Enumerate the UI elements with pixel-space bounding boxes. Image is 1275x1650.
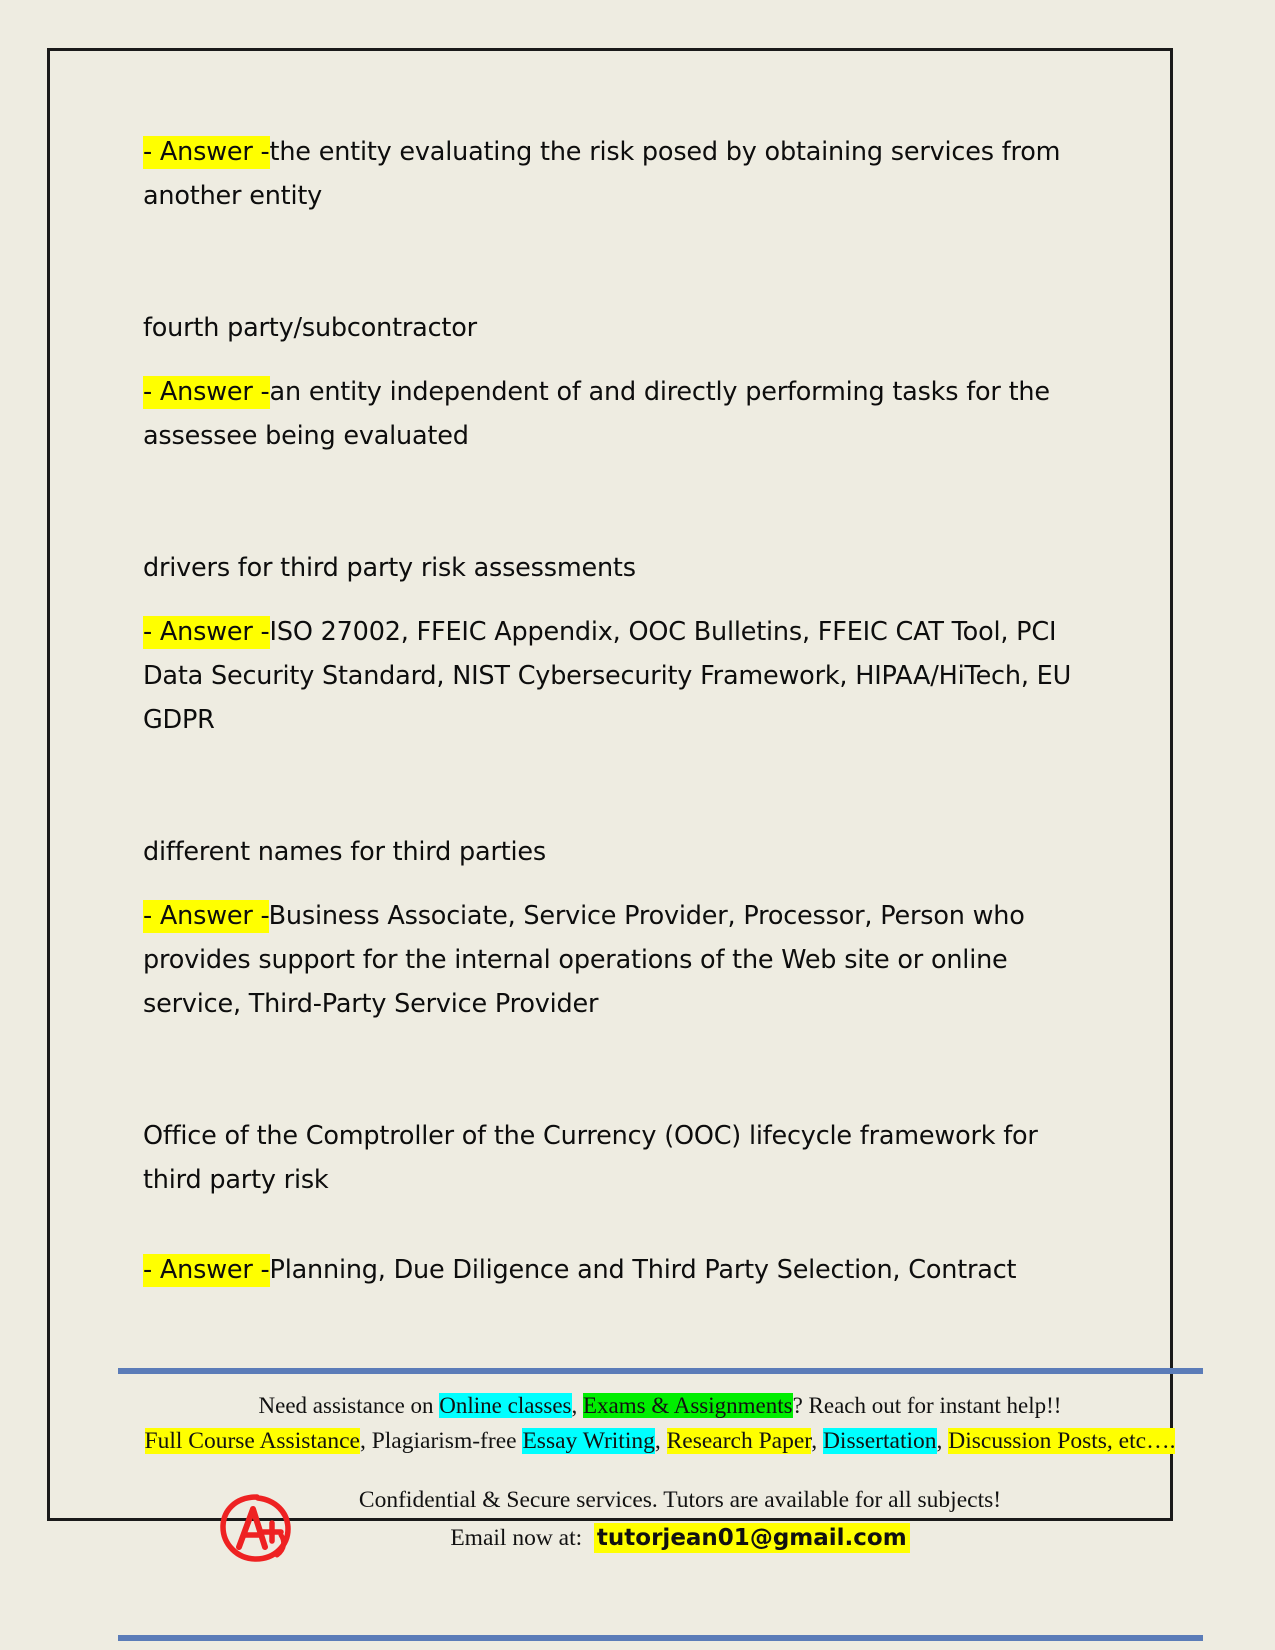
promo-l1-pre: Need assistance on bbox=[258, 1393, 440, 1418]
note-4-answer-label: - Answer - bbox=[143, 901, 269, 931]
spacer bbox=[143, 874, 1083, 894]
promo-l2-research-paper: Research Paper bbox=[666, 1428, 812, 1454]
promo-l1-exams-assignments: Exams & Assignments bbox=[583, 1393, 793, 1418]
promo-l2-sep3: , bbox=[811, 1428, 823, 1454]
note-4-answer bbox=[143, 894, 1083, 1026]
note-2-answer-text: an entity independent of and directly performing tasks for the assessee being evaluated bbox=[143, 377, 1050, 451]
promo-line-1 bbox=[97, 1391, 1223, 1421]
promo-bottom-row bbox=[97, 1483, 1223, 1591]
promo-line-3: Confidential & Secure services. Tutors are available for all subjects! bbox=[358, 1487, 1002, 1513]
spacer bbox=[143, 742, 1083, 830]
a-plus-logo-icon bbox=[215, 1489, 295, 1569]
email-label: Email now at: bbox=[450, 1525, 583, 1551]
note-5-question: Office of the Comptroller of the Currency (OOC) lifecycle framework for third party risk bbox=[143, 1121, 1038, 1195]
promo-line-2 bbox=[97, 1425, 1223, 1457]
promo-l2-sep1: , Plagiarism-free bbox=[359, 1428, 523, 1454]
note-4-answer-text: Business Associate, Service Provider, Processor, Person who provides support for the internal operations of the Web site or online service, Third-Party Service Provider bbox=[143, 901, 1025, 1019]
note-1-answer-text: the entity evaluating the risk posed by obtaining services from another entity bbox=[143, 137, 1061, 211]
note-3-answer-text: ISO 27002, FFEIC Appendix, OOC Bulletins, FFEIC CAT Tool, PCI Data Security Standard, NIST Cybersecurity Framework, HIPAA/HiTech, EU GDPR bbox=[143, 617, 1072, 735]
note-2-answer bbox=[143, 370, 1083, 458]
promo-l2-discussion-posts: Discussion Posts, etc…. bbox=[948, 1428, 1176, 1454]
promo-divider-bottom bbox=[118, 1635, 1203, 1641]
note-4-question: different names for third parties bbox=[143, 837, 546, 867]
spacer bbox=[143, 218, 1083, 306]
promo-l2-sep4: , bbox=[936, 1428, 949, 1454]
note-3-answer-label: - Answer - bbox=[143, 617, 270, 647]
spacer bbox=[143, 590, 1083, 610]
spacer bbox=[143, 1026, 1083, 1114]
note-1-answer bbox=[143, 130, 1083, 218]
note-1-answer-label: - Answer - bbox=[143, 137, 270, 167]
spacer bbox=[143, 350, 1083, 370]
promo-l2-essay-writing: Essay Writing bbox=[522, 1428, 655, 1454]
note-3-question: drivers for third party risk assessments bbox=[143, 553, 636, 583]
spacer bbox=[143, 1202, 1083, 1248]
note-3-answer bbox=[143, 610, 1083, 742]
note-2-question: fourth party/subcontractor bbox=[143, 313, 477, 343]
note-5-answer-text: Planning, Due Diligence and Third Party Selection, Contract bbox=[269, 1255, 1017, 1285]
promo-l2-sep2: , bbox=[654, 1428, 667, 1454]
note-5-answer-label: - Answer - bbox=[143, 1255, 270, 1285]
note-content bbox=[143, 130, 1083, 1292]
promo-l1-post: ? Reach out for instant help!! bbox=[792, 1393, 1062, 1418]
note-5-answer bbox=[143, 1248, 1083, 1292]
promo-body bbox=[97, 1374, 1223, 1591]
promo-l2-full-course: Full Course Assistance bbox=[144, 1428, 360, 1454]
promo-line-4 bbox=[137, 1519, 1223, 1557]
promo-l1-sep1: , bbox=[571, 1393, 583, 1418]
spacer bbox=[143, 458, 1083, 546]
promo-footer bbox=[97, 1368, 1223, 1641]
promo-l2-dissertation: Dissertation bbox=[822, 1428, 937, 1454]
note-2-answer-label: - Answer - bbox=[143, 377, 270, 407]
promo-l1-online-classes: Online classes bbox=[439, 1393, 572, 1418]
document-page bbox=[47, 48, 1176, 1551]
email-address[interactable]: tutorjean01@gmail.com bbox=[594, 1523, 910, 1553]
